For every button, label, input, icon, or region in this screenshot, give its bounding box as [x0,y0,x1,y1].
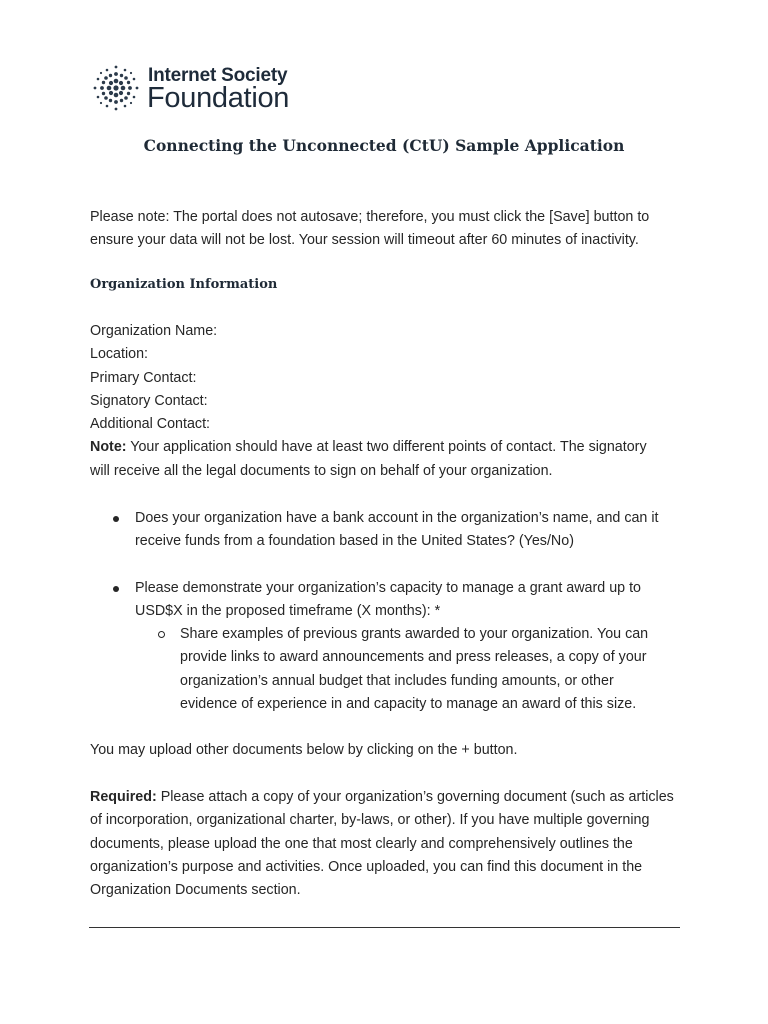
horizontal-divider [89,927,680,928]
bullet-line: Please demonstrate your organization’s capacity to manage a grant award up to [135,580,641,596]
required-line: Organization Documents section. [90,882,301,899]
required-line: organization’s purpose and activities. Once uploaded, you can find this document in the [90,858,643,875]
sub-bullet-line: organization’s annual budget that includes funding amounts, or other [180,672,614,689]
required-line1 [90,786,680,809]
autosave-note-paragraph [90,206,680,253]
sub-bullet-text [180,623,648,716]
bullet-item-bank-account [90,507,690,555]
contact-note-line1 [90,436,680,459]
field-label-primary-contact: Primary Contact: [90,369,197,386]
required-paragraph [90,786,680,902]
field-label-location: Location: [90,346,149,363]
required-line: of incorporation, organizational charter, by-laws, or other). If you have multiple governing [90,812,650,829]
section-heading-organization-information: Organization Information [90,277,278,292]
contact-note-text: Your application should have at least two different points of contact. The signatory [126,439,647,456]
contact-note-line2: will receive all the legal documents to sign on behalf of your organization. [90,462,553,479]
organization-fields [90,320,680,483]
bullet-line: Does your organization have a bank account in the organization’s name, and can it [135,510,659,526]
sub-bullet-line: Share examples of previous grants awarded to your organization. You can [180,626,649,642]
bullet-line: receive funds from a foundation based in the United States? (Yes/No) [135,533,574,550]
sub-bullet-line: provide links to award announcements and press releases, a copy of your [180,649,647,666]
field-label-signatory-contact: Signatory Contact: [90,392,208,409]
logo-text-internet-society: Internet Society [148,65,288,86]
bullet-dot-icon [113,516,119,522]
field-label-organization-name: Organization Name: [90,323,218,339]
bullet-dot-icon [113,586,119,592]
upload-note [90,739,680,762]
autosave-note-line: ensure your data will not be lost. Your session will timeout after 60 minutes of inactivity. [90,232,639,249]
bullet-item-grant-capacity [90,577,690,625]
required-label: Required: [90,789,157,805]
internet-society-foundation-logo [90,62,310,116]
autosave-note-line: Please note: The portal does not autosave; therefore, you must click the [Save] button to [90,209,650,225]
required-line: documents, please upload the one that most clearly and comprehensively outlines the [90,835,633,852]
required-text: Please attach a copy of your organization’s governing document (such as articles [156,789,674,805]
bullet-line: USD$X in the proposed timeframe (X months): * [135,603,441,620]
field-label-additional-contact: Additional Contact: [90,416,211,433]
sub-bullet-item-previous-grants [90,623,690,717]
logo-text-foundation: Foundation [147,82,290,114]
bullet-text [135,507,659,554]
note-label: Note: [90,439,127,456]
sub-bullet-line: evidence of experience in and capacity to manage an award of this size. [180,695,637,712]
document-title: Connecting the Unconnected (CtU) Sample Application [143,136,625,155]
bullet-text [135,577,641,624]
dot-globe-icon [90,62,142,114]
hollow-circle-bullet-icon [158,631,165,638]
upload-note-line: You may upload other documents below by clicking on the + button. [90,742,518,758]
